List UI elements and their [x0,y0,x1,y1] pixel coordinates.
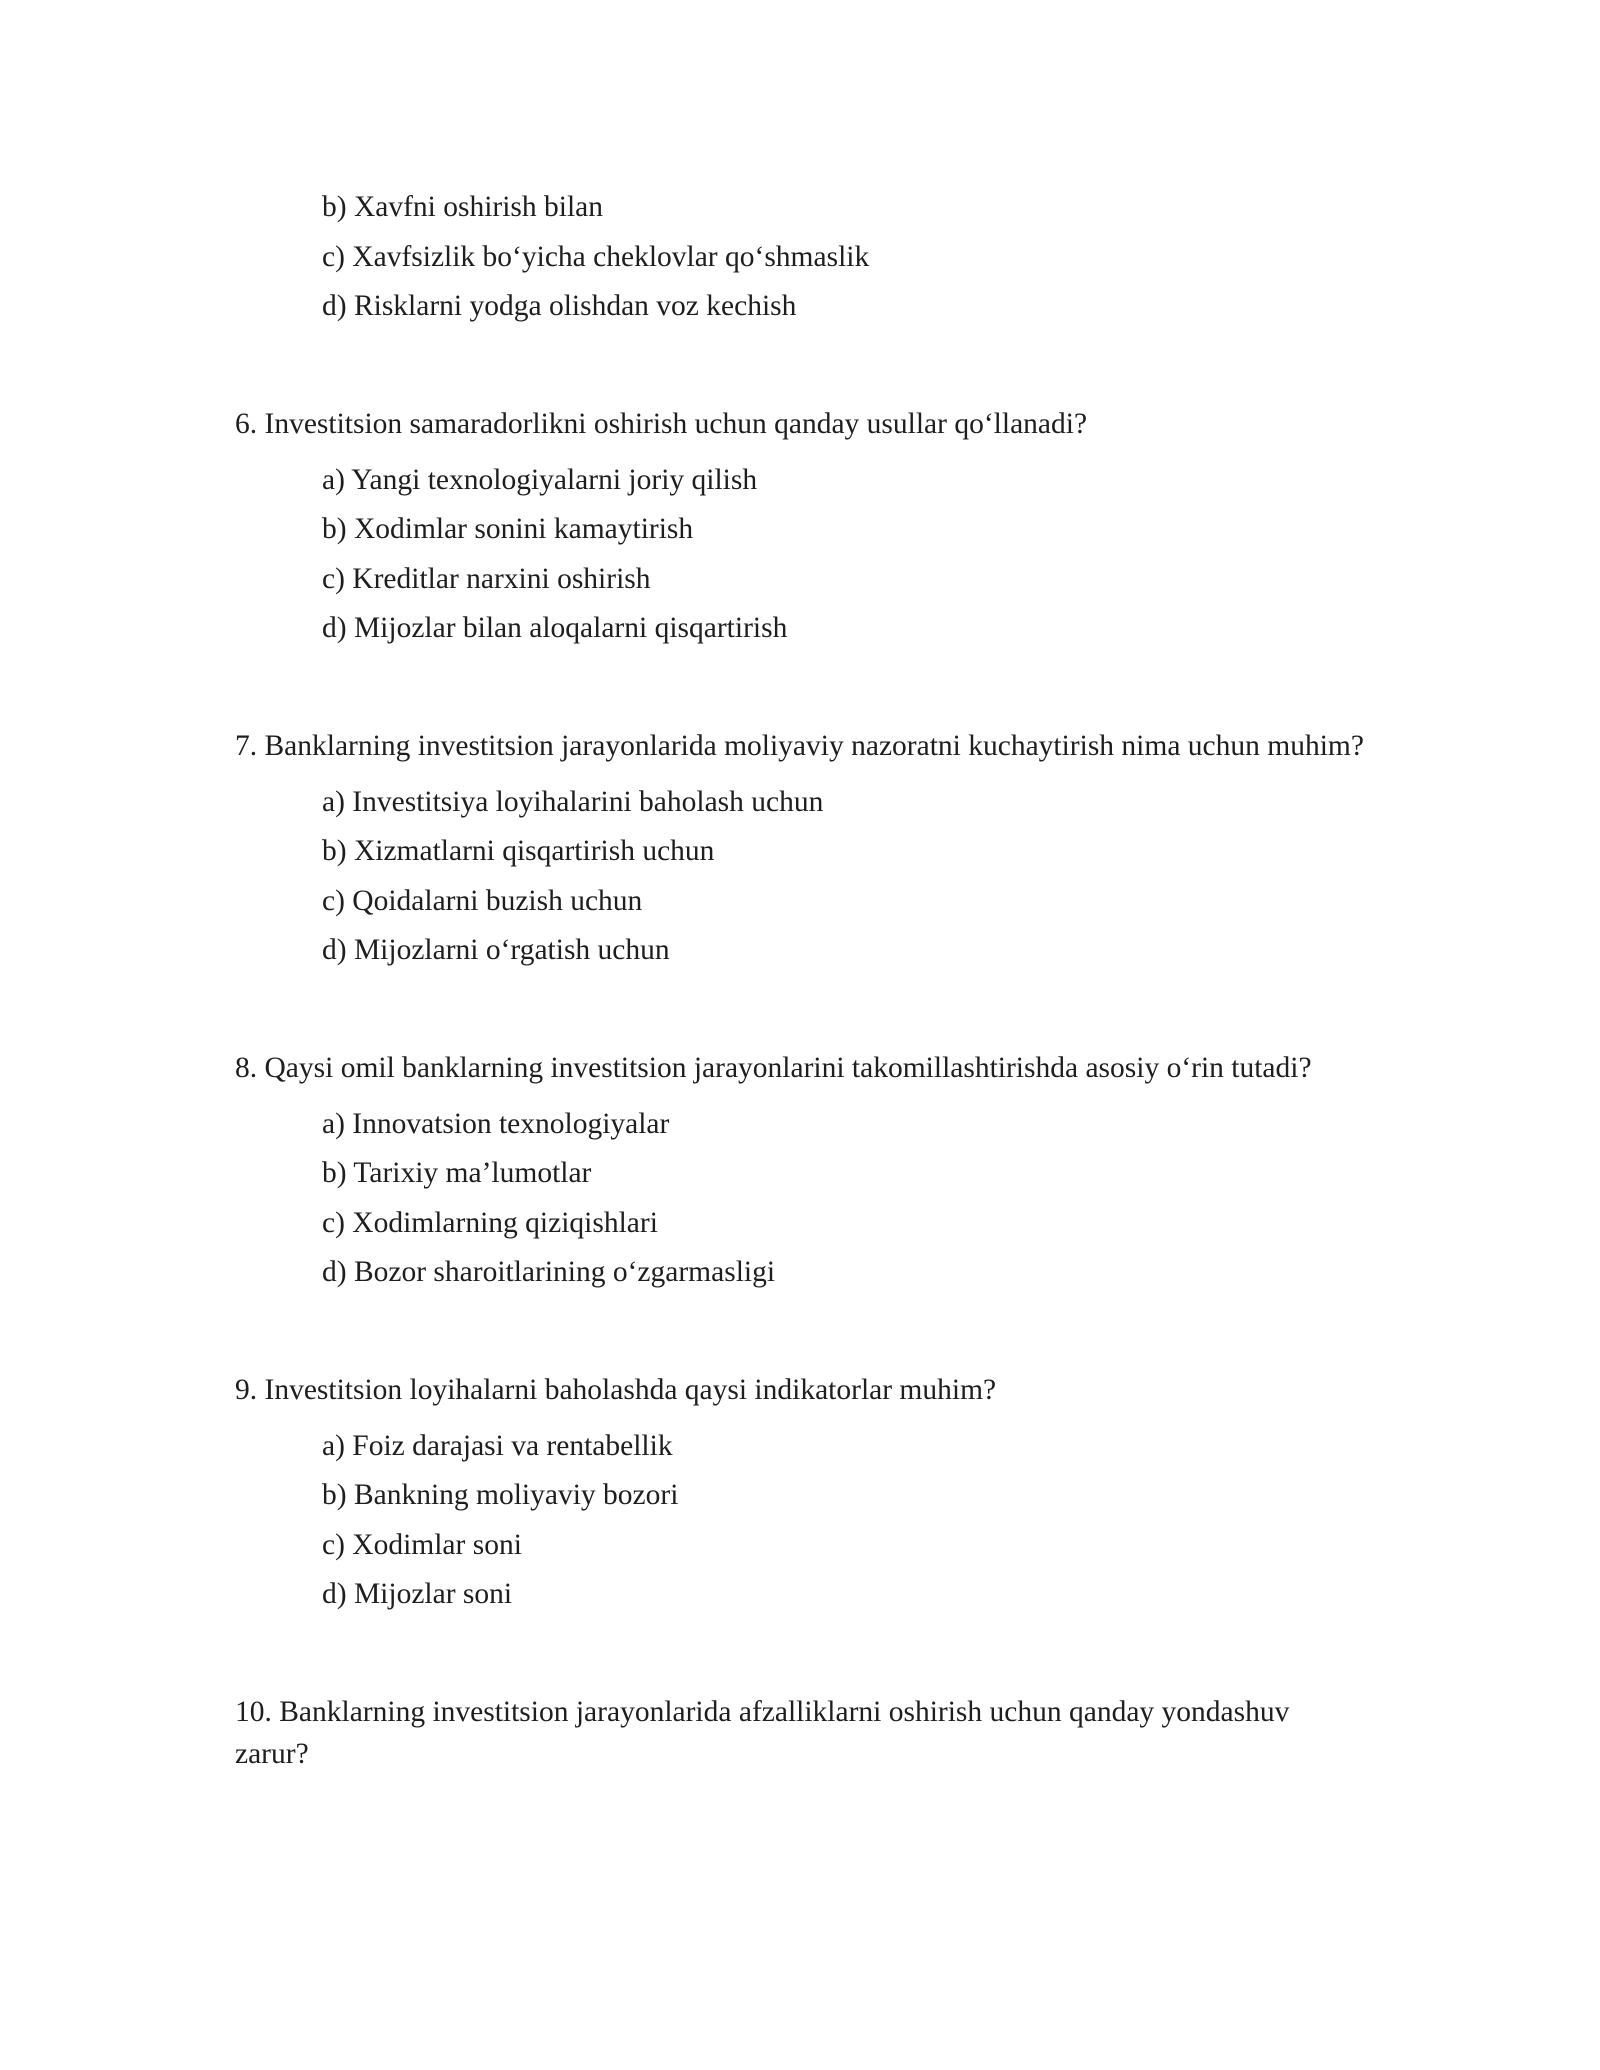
question-text: 9. Investitsion loyihalarni baholashda qaysi indikatorlar muhim? [235,1373,997,1406]
answer-option: b) Bankning moliyaviy bozori [322,1479,679,1511]
answer-option: d) Bozor sharoitlarining o‘zgarmasligi [322,1256,776,1288]
answer-option: a) Foiz darajasi va rentabellik [322,1429,673,1462]
answer-option: b) Xodimlar sonini kamaytirish [322,513,694,545]
question-text: 7. Banklarning investitsion jarayonlarida moliyaviy nazoratni kuchaytirish nima uchun muhim? [235,729,1364,762]
answer-option: c) Xodimlarning qiziqishlari [322,1206,658,1239]
question-7 [235,725,1365,979]
answer-option: d) Mijozlarni o‘rgatish uchun [322,934,670,966]
answer-option: c) Xodimlar soni [322,1528,522,1561]
answer-option: d) Risklarni yodga olishdan voz kechish [322,290,797,322]
answer-option: c) Qoidalarni buzish uchun [322,884,643,917]
answer-option: b) Xizmatlarni qisqartirish uchun [322,835,715,867]
spacer [235,335,1365,403]
question-10 [235,1691,1365,1775]
spacer [235,1623,1365,1691]
question-text: 6. Investitsion samaradorlikni oshirish uchun qanday usullar qo‘llanadi? [235,407,1088,440]
spacer [235,657,1365,725]
question-9 [235,1369,1365,1623]
answer-option: b) Xavfni oshirish bilan [322,191,604,223]
answer-option: c) Kreditlar narxini oshirish [322,562,651,595]
question-8 [235,1047,1365,1301]
answer-option: a) Yangi texnologiyalarni joriy qilish [322,463,758,496]
document-content [235,186,1365,1789]
question-text: 10. Banklarning investitsion jarayonlarida afzalliklarni oshirish uchun qanday yondashuv zarur? [235,1695,1290,1770]
answer-option: c) Xavfsizlik bo‘yicha cheklovlar qo‘shmaslik [322,240,870,273]
spacer [235,979,1365,1047]
question-text: 8. Qaysi omil banklarning investitsion jarayonlarini takomillashtirishda asosiy o‘rin tutadi? [235,1051,1312,1084]
answer-option: a) Investitsiya loyihalarini baholash uchun [322,785,824,818]
spacer [235,1301,1365,1369]
answer-option: d) Mijozlar bilan aloqalarni qisqartirish [322,612,788,644]
answer-option: a) Innovatsion texnologiyalar [322,1107,670,1140]
question-6 [235,403,1365,657]
answer-option: d) Mijozlar soni [322,1578,513,1610]
answer-option: b) Tarixiy ma’lumotlar [322,1157,592,1189]
